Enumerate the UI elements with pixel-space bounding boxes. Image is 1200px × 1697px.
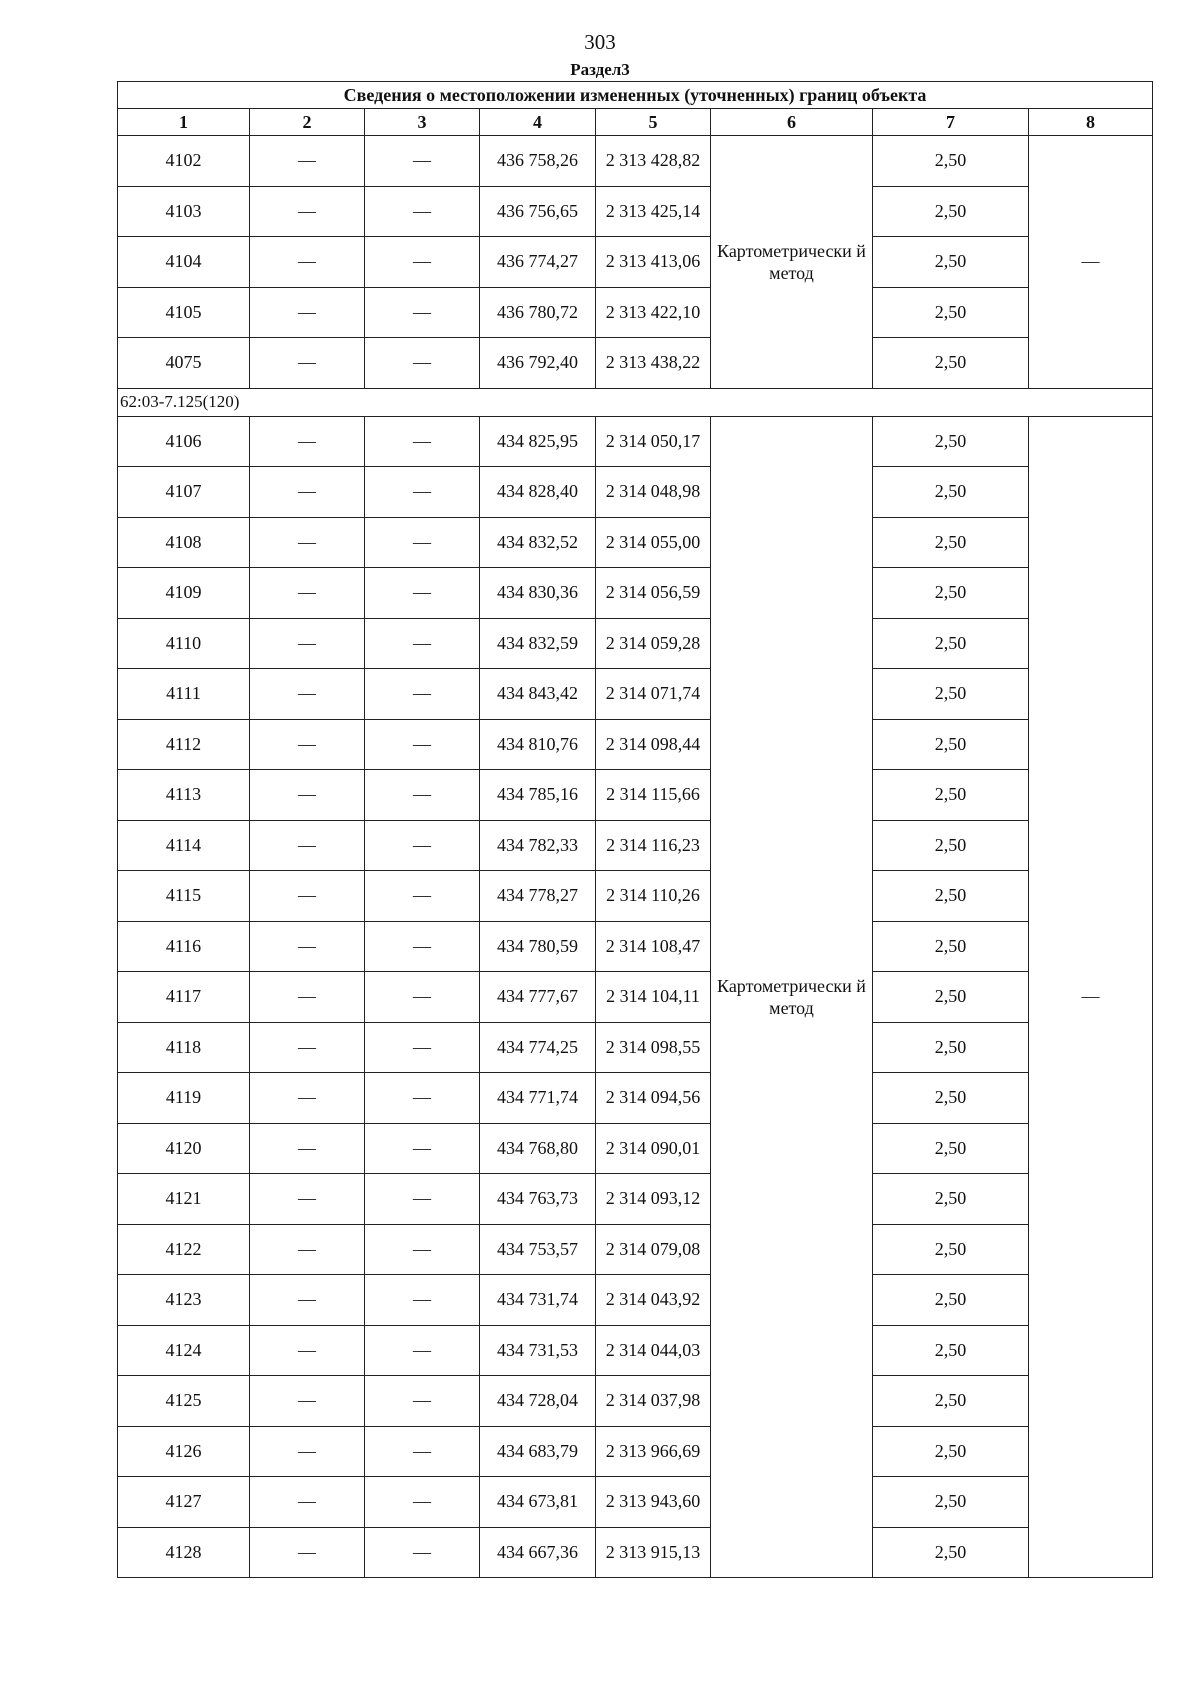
col2-cell: —	[250, 517, 365, 568]
col3-cell: —	[365, 416, 480, 467]
y-coordinate-cell: 2 313 422,10	[596, 287, 711, 338]
accuracy-cell: 2,50	[873, 1073, 1029, 1124]
accuracy-cell: 2,50	[873, 186, 1029, 237]
x-coordinate-cell: 436 758,26	[480, 136, 596, 187]
y-coordinate-cell: 2 313 915,13	[596, 1527, 711, 1578]
table-row	[118, 770, 1153, 821]
y-coordinate-cell: 2 314 116,23	[596, 820, 711, 871]
accuracy-cell: 2,50	[873, 1174, 1029, 1225]
x-coordinate-cell: 434 667,36	[480, 1527, 596, 1578]
accuracy-cell: 2,50	[873, 1426, 1029, 1477]
table-row	[118, 972, 1153, 1023]
point-cell: 4103	[118, 186, 250, 237]
accuracy-cell: 2,50	[873, 921, 1029, 972]
table-row	[118, 287, 1153, 338]
x-coordinate-cell: 434 810,76	[480, 719, 596, 770]
col3-cell: —	[365, 820, 480, 871]
y-coordinate-cell: 2 314 055,00	[596, 517, 711, 568]
table-row	[118, 1174, 1153, 1225]
y-coordinate-cell: 2 314 056,59	[596, 568, 711, 619]
x-coordinate-cell: 434 763,73	[480, 1174, 596, 1225]
col3-cell: —	[365, 972, 480, 1023]
accuracy-cell: 2,50	[873, 669, 1029, 720]
col2-cell: —	[250, 770, 365, 821]
col3-cell: —	[365, 338, 480, 389]
x-coordinate-cell: 434 782,33	[480, 820, 596, 871]
col3-cell: —	[365, 871, 480, 922]
table-row	[118, 1527, 1153, 1578]
accuracy-cell: 2,50	[873, 1275, 1029, 1326]
col8-cell: —	[1029, 136, 1153, 389]
y-coordinate-cell: 2 314 050,17	[596, 416, 711, 467]
point-cell: 4105	[118, 287, 250, 338]
y-coordinate-cell: 2 314 098,44	[596, 719, 711, 770]
col2-cell: —	[250, 1073, 365, 1124]
table-row	[118, 237, 1153, 288]
column-header: 6	[711, 109, 873, 136]
point-cell: 4121	[118, 1174, 250, 1225]
accuracy-cell: 2,50	[873, 136, 1029, 187]
column-header: 2	[250, 109, 365, 136]
x-coordinate-cell: 434 832,59	[480, 618, 596, 669]
group-label-row	[118, 388, 1153, 416]
accuracy-cell: 2,50	[873, 770, 1029, 821]
x-coordinate-cell: 434 825,95	[480, 416, 596, 467]
y-coordinate-cell: 2 313 943,60	[596, 1477, 711, 1528]
y-coordinate-cell: 2 314 037,98	[596, 1376, 711, 1427]
accuracy-cell: 2,50	[873, 1022, 1029, 1073]
x-coordinate-cell: 436 774,27	[480, 237, 596, 288]
point-cell: 4123	[118, 1275, 250, 1326]
point-cell: 4106	[118, 416, 250, 467]
y-coordinate-cell: 2 314 108,47	[596, 921, 711, 972]
y-coordinate-cell: 2 314 093,12	[596, 1174, 711, 1225]
col2-cell: —	[250, 1325, 365, 1376]
table-row	[118, 618, 1153, 669]
column-header-row	[118, 109, 1153, 136]
point-cell: 4115	[118, 871, 250, 922]
table-row	[118, 820, 1153, 871]
x-coordinate-cell: 434 828,40	[480, 467, 596, 518]
col3-cell: —	[365, 1527, 480, 1578]
col2-cell: —	[250, 618, 365, 669]
col8-cell: —	[1029, 416, 1153, 1578]
y-coordinate-cell: 2 314 079,08	[596, 1224, 711, 1275]
point-cell: 4127	[118, 1477, 250, 1528]
col2-cell: —	[250, 921, 365, 972]
column-header: 7	[873, 109, 1029, 136]
y-coordinate-cell: 2 314 104,11	[596, 972, 711, 1023]
y-coordinate-cell: 2 314 094,56	[596, 1073, 711, 1124]
method-cell: Картометрически й метод	[711, 416, 873, 1578]
col3-cell: —	[365, 719, 480, 770]
x-coordinate-cell: 434 774,25	[480, 1022, 596, 1073]
x-coordinate-cell: 434 731,53	[480, 1325, 596, 1376]
y-coordinate-cell: 2 314 059,28	[596, 618, 711, 669]
point-cell: 4124	[118, 1325, 250, 1376]
point-cell: 4117	[118, 972, 250, 1023]
accuracy-cell: 2,50	[873, 618, 1029, 669]
col2-cell: —	[250, 186, 365, 237]
accuracy-cell: 2,50	[873, 568, 1029, 619]
y-coordinate-cell: 2 313 425,14	[596, 186, 711, 237]
table-row	[118, 186, 1153, 237]
column-header: 1	[118, 109, 250, 136]
x-coordinate-cell: 436 756,65	[480, 186, 596, 237]
col2-cell: —	[250, 287, 365, 338]
col2-cell: —	[250, 1174, 365, 1225]
x-coordinate-cell: 434 728,04	[480, 1376, 596, 1427]
accuracy-cell: 2,50	[873, 237, 1029, 288]
y-coordinate-cell: 2 313 966,69	[596, 1426, 711, 1477]
table-row	[118, 136, 1153, 187]
col3-cell: —	[365, 921, 480, 972]
table-row	[118, 568, 1153, 619]
table-row	[118, 517, 1153, 568]
col2-cell: —	[250, 719, 365, 770]
col3-cell: —	[365, 237, 480, 288]
table-row	[118, 1325, 1153, 1376]
x-coordinate-cell: 434 777,67	[480, 972, 596, 1023]
x-coordinate-cell: 434 753,57	[480, 1224, 596, 1275]
x-coordinate-cell: 436 780,72	[480, 287, 596, 338]
point-cell: 4108	[118, 517, 250, 568]
point-cell: 4113	[118, 770, 250, 821]
col2-cell: —	[250, 1426, 365, 1477]
col3-cell: —	[365, 1224, 480, 1275]
table-row	[118, 871, 1153, 922]
point-cell: 4109	[118, 568, 250, 619]
col2-cell: —	[250, 1275, 365, 1326]
x-coordinate-cell: 434 731,74	[480, 1275, 596, 1326]
point-cell: 4128	[118, 1527, 250, 1578]
table-row	[118, 1073, 1153, 1124]
y-coordinate-cell: 2 314 048,98	[596, 467, 711, 518]
table-caption: Сведения о местоположении измененных (уточненных) границ объекта	[118, 82, 1153, 109]
point-cell: 4120	[118, 1123, 250, 1174]
accuracy-cell: 2,50	[873, 1477, 1029, 1528]
point-cell: 4114	[118, 820, 250, 871]
col3-cell: —	[365, 467, 480, 518]
col2-cell: —	[250, 1376, 365, 1427]
y-coordinate-cell: 2 314 043,92	[596, 1275, 711, 1326]
col2-cell: —	[250, 338, 365, 389]
table-row	[118, 1376, 1153, 1427]
y-coordinate-cell: 2 314 090,01	[596, 1123, 711, 1174]
accuracy-cell: 2,50	[873, 1224, 1029, 1275]
table-row	[118, 1275, 1153, 1326]
table-row	[118, 1123, 1153, 1174]
col3-cell: —	[365, 1477, 480, 1528]
point-cell: 4107	[118, 467, 250, 518]
table-row	[118, 416, 1153, 467]
col3-cell: —	[365, 1426, 480, 1477]
accuracy-cell: 2,50	[873, 719, 1029, 770]
table-row	[118, 1426, 1153, 1477]
boundary-coordinates-table	[117, 81, 1153, 1578]
table-row	[118, 338, 1153, 389]
y-coordinate-cell: 2 314 071,74	[596, 669, 711, 720]
accuracy-cell: 2,50	[873, 338, 1029, 389]
y-coordinate-cell: 2 313 428,82	[596, 136, 711, 187]
table-row	[118, 467, 1153, 518]
x-coordinate-cell: 436 792,40	[480, 338, 596, 389]
accuracy-cell: 2,50	[873, 467, 1029, 518]
col2-cell: —	[250, 1527, 365, 1578]
point-cell: 4102	[118, 136, 250, 187]
x-coordinate-cell: 434 771,74	[480, 1073, 596, 1124]
col2-cell: —	[250, 669, 365, 720]
x-coordinate-cell: 434 683,79	[480, 1426, 596, 1477]
section-label: Раздел3	[570, 60, 630, 79]
y-coordinate-cell: 2 313 413,06	[596, 237, 711, 288]
col3-cell: —	[365, 770, 480, 821]
table-row	[118, 719, 1153, 770]
table-row	[118, 921, 1153, 972]
col2-cell: —	[250, 568, 365, 619]
point-cell: 4118	[118, 1022, 250, 1073]
table-row	[118, 669, 1153, 720]
x-coordinate-cell: 434 785,16	[480, 770, 596, 821]
col2-cell: —	[250, 871, 365, 922]
col2-cell: —	[250, 820, 365, 871]
point-cell: 4110	[118, 618, 250, 669]
y-coordinate-cell: 2 314 044,03	[596, 1325, 711, 1376]
col3-cell: —	[365, 287, 480, 338]
accuracy-cell: 2,50	[873, 871, 1029, 922]
page-number: 303	[584, 30, 616, 54]
column-header: 4	[480, 109, 596, 136]
accuracy-cell: 2,50	[873, 1376, 1029, 1427]
point-cell: 4126	[118, 1426, 250, 1477]
point-cell: 4112	[118, 719, 250, 770]
col2-cell: —	[250, 416, 365, 467]
accuracy-cell: 2,50	[873, 1325, 1029, 1376]
col2-cell: —	[250, 136, 365, 187]
point-cell: 4119	[118, 1073, 250, 1124]
y-coordinate-cell: 2 313 438,22	[596, 338, 711, 389]
table-row	[118, 1224, 1153, 1275]
col2-cell: —	[250, 972, 365, 1023]
col2-cell: —	[250, 467, 365, 518]
col3-cell: —	[365, 136, 480, 187]
x-coordinate-cell: 434 768,80	[480, 1123, 596, 1174]
col3-cell: —	[365, 568, 480, 619]
point-cell: 4111	[118, 669, 250, 720]
col2-cell: —	[250, 1022, 365, 1073]
point-cell: 4075	[118, 338, 250, 389]
col3-cell: —	[365, 1325, 480, 1376]
x-coordinate-cell: 434 843,42	[480, 669, 596, 720]
col3-cell: —	[365, 1275, 480, 1326]
table-row	[118, 1477, 1153, 1528]
x-coordinate-cell: 434 780,59	[480, 921, 596, 972]
col2-cell: —	[250, 1477, 365, 1528]
col3-cell: —	[365, 1376, 480, 1427]
col3-cell: —	[365, 1174, 480, 1225]
accuracy-cell: 2,50	[873, 820, 1029, 871]
point-cell: 4125	[118, 1376, 250, 1427]
accuracy-cell: 2,50	[873, 972, 1029, 1023]
point-cell: 4122	[118, 1224, 250, 1275]
col3-cell: —	[365, 669, 480, 720]
method-cell: Картометрически й метод	[711, 136, 873, 389]
col3-cell: —	[365, 618, 480, 669]
accuracy-cell: 2,50	[873, 1123, 1029, 1174]
table-row	[118, 1022, 1153, 1073]
col2-cell: —	[250, 237, 365, 288]
x-coordinate-cell: 434 778,27	[480, 871, 596, 922]
column-header: 5	[596, 109, 711, 136]
accuracy-cell: 2,50	[873, 1527, 1029, 1578]
group-label: 62:03-7.125(120)	[118, 388, 1153, 416]
col3-cell: —	[365, 186, 480, 237]
point-cell: 4116	[118, 921, 250, 972]
x-coordinate-cell: 434 673,81	[480, 1477, 596, 1528]
x-coordinate-cell: 434 830,36	[480, 568, 596, 619]
point-cell: 4104	[118, 237, 250, 288]
column-header: 3	[365, 109, 480, 136]
col2-cell: —	[250, 1123, 365, 1174]
column-header: 8	[1029, 109, 1153, 136]
accuracy-cell: 2,50	[873, 416, 1029, 467]
y-coordinate-cell: 2 314 115,66	[596, 770, 711, 821]
y-coordinate-cell: 2 314 098,55	[596, 1022, 711, 1073]
y-coordinate-cell: 2 314 110,26	[596, 871, 711, 922]
table-body	[118, 136, 1153, 1578]
col2-cell: —	[250, 1224, 365, 1275]
accuracy-cell: 2,50	[873, 517, 1029, 568]
col3-cell: —	[365, 1022, 480, 1073]
accuracy-cell: 2,50	[873, 287, 1029, 338]
col3-cell: —	[365, 1123, 480, 1174]
col3-cell: —	[365, 517, 480, 568]
col3-cell: —	[365, 1073, 480, 1124]
table-caption-row	[118, 82, 1153, 109]
x-coordinate-cell: 434 832,52	[480, 517, 596, 568]
